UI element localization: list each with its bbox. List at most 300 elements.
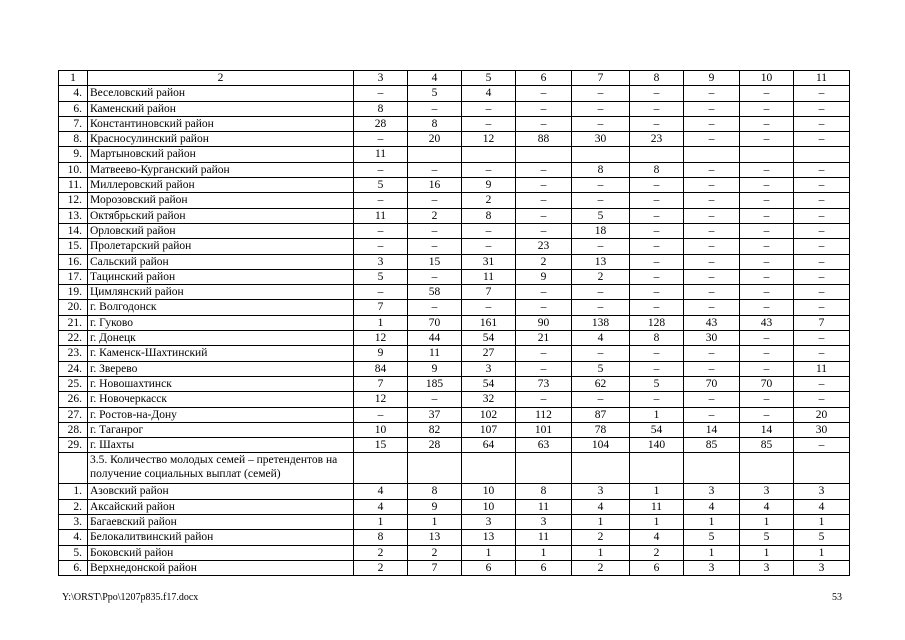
value-cell: – bbox=[408, 239, 462, 254]
value-cell: 8 bbox=[408, 484, 462, 499]
table-row bbox=[59, 560, 850, 575]
value-cell: 28 bbox=[354, 116, 408, 131]
table-row bbox=[59, 545, 850, 560]
value-cell: 8 bbox=[572, 162, 630, 177]
value-cell: 8 bbox=[462, 208, 516, 223]
page-number: 53 bbox=[832, 592, 842, 603]
value-cell: – bbox=[684, 285, 740, 300]
district-name: Матвеево-Курганский район bbox=[88, 162, 354, 177]
district-name: Константиновский район bbox=[88, 116, 354, 131]
value-cell: 8 bbox=[354, 101, 408, 116]
value-cell: – bbox=[630, 178, 684, 193]
value-cell: 23 bbox=[516, 239, 572, 254]
value-cell: – bbox=[572, 392, 630, 407]
district-name: г. Новошахтинск bbox=[88, 376, 354, 391]
value-cell: – bbox=[740, 178, 794, 193]
value-cell: – bbox=[354, 223, 408, 238]
value-cell: – bbox=[516, 208, 572, 223]
value-cell: 5 bbox=[740, 530, 794, 545]
value-cell: 1 bbox=[740, 515, 794, 530]
value-cell: – bbox=[794, 208, 850, 223]
value-cell: – bbox=[462, 300, 516, 315]
value-cell: – bbox=[794, 239, 850, 254]
value-cell: 13 bbox=[408, 530, 462, 545]
value-cell: – bbox=[572, 193, 630, 208]
table-row bbox=[59, 116, 850, 131]
value-cell: 2 bbox=[572, 530, 630, 545]
value-cell: 8 bbox=[354, 530, 408, 545]
data-table bbox=[58, 70, 850, 576]
value-cell: 1 bbox=[354, 315, 408, 330]
value-cell: – bbox=[794, 162, 850, 177]
value-cell: 1 bbox=[794, 545, 850, 560]
district-name: Багаевский район bbox=[88, 515, 354, 530]
row-number: 28. bbox=[59, 422, 88, 437]
value-cell: – bbox=[516, 178, 572, 193]
value-cell: – bbox=[684, 223, 740, 238]
value-cell: 6 bbox=[630, 560, 684, 575]
row-number: 21. bbox=[59, 315, 88, 330]
district-name: Цимлянский район bbox=[88, 285, 354, 300]
value-cell: 54 bbox=[630, 422, 684, 437]
value-cell: 1 bbox=[516, 545, 572, 560]
value-cell: 10 bbox=[462, 484, 516, 499]
value-cell: – bbox=[684, 392, 740, 407]
row-number: 23. bbox=[59, 346, 88, 361]
value-cell: – bbox=[740, 361, 794, 376]
value-cell: 1 bbox=[684, 515, 740, 530]
row-number: 16. bbox=[59, 254, 88, 269]
table-row bbox=[59, 361, 850, 376]
district-name: Красносулинский район bbox=[88, 132, 354, 147]
value-cell: – bbox=[630, 361, 684, 376]
value-cell: – bbox=[630, 285, 684, 300]
value-cell: – bbox=[794, 254, 850, 269]
district-name: г. Каменск-Шахтинский bbox=[88, 346, 354, 361]
value-cell: – bbox=[516, 392, 572, 407]
value-cell: 1 bbox=[572, 545, 630, 560]
value-cell: – bbox=[630, 239, 684, 254]
district-name: Мартыновский район bbox=[88, 147, 354, 162]
value-cell: 5 bbox=[572, 208, 630, 223]
district-name: г. Шахты bbox=[88, 438, 354, 453]
value-cell: – bbox=[794, 116, 850, 131]
value-cell: 54 bbox=[462, 376, 516, 391]
value-cell: 12 bbox=[462, 132, 516, 147]
value-cell: 2 bbox=[408, 545, 462, 560]
value-cell: 3 bbox=[462, 361, 516, 376]
value-cell: 112 bbox=[516, 407, 572, 422]
district-name: г. Таганрог bbox=[88, 422, 354, 437]
value-cell: 15 bbox=[408, 254, 462, 269]
value-cell: 30 bbox=[794, 422, 850, 437]
value-cell: 23 bbox=[630, 132, 684, 147]
value-cell: 78 bbox=[572, 422, 630, 437]
table-row bbox=[59, 193, 850, 208]
value-cell: – bbox=[740, 193, 794, 208]
column-header: 1 bbox=[59, 71, 88, 86]
value-cell: 128 bbox=[630, 315, 684, 330]
value-cell: – bbox=[630, 116, 684, 131]
column-header: 3 bbox=[354, 71, 408, 86]
value-cell: – bbox=[794, 300, 850, 315]
value-cell: 85 bbox=[740, 438, 794, 453]
table-row bbox=[59, 86, 850, 101]
value-cell: 3 bbox=[684, 484, 740, 499]
value-cell: – bbox=[794, 438, 850, 453]
value-cell: – bbox=[684, 162, 740, 177]
row-number: 24. bbox=[59, 361, 88, 376]
value-cell: – bbox=[740, 86, 794, 101]
value-cell bbox=[462, 147, 516, 162]
value-cell: – bbox=[740, 331, 794, 346]
value-cell: – bbox=[740, 208, 794, 223]
column-header: 11 bbox=[794, 71, 850, 86]
value-cell: – bbox=[572, 300, 630, 315]
table-row bbox=[59, 484, 850, 499]
value-cell: – bbox=[684, 132, 740, 147]
value-cell: 140 bbox=[630, 438, 684, 453]
row-number: 17. bbox=[59, 269, 88, 284]
value-cell: – bbox=[684, 178, 740, 193]
value-cell: 5 bbox=[354, 178, 408, 193]
table-row bbox=[59, 254, 850, 269]
row-number: 9. bbox=[59, 147, 88, 162]
value-cell: 8 bbox=[630, 331, 684, 346]
row-number: 4. bbox=[59, 86, 88, 101]
value-cell: 3 bbox=[794, 484, 850, 499]
district-name: Каменский район bbox=[88, 101, 354, 116]
row-number: 13. bbox=[59, 208, 88, 223]
value-cell: – bbox=[354, 86, 408, 101]
value-cell: – bbox=[794, 178, 850, 193]
value-cell: – bbox=[516, 361, 572, 376]
value-cell: – bbox=[572, 178, 630, 193]
value-cell: 185 bbox=[408, 376, 462, 391]
value-cell: – bbox=[684, 193, 740, 208]
value-cell: – bbox=[462, 223, 516, 238]
table-row bbox=[59, 438, 850, 453]
value-cell: 5 bbox=[408, 86, 462, 101]
district-name: Октябрьский район bbox=[88, 208, 354, 223]
value-cell: – bbox=[684, 407, 740, 422]
value-cell: 1 bbox=[794, 515, 850, 530]
district-name: г. Ростов-на-Дону bbox=[88, 407, 354, 422]
value-cell: – bbox=[684, 116, 740, 131]
value-cell: 2 bbox=[354, 545, 408, 560]
value-cell: – bbox=[630, 223, 684, 238]
value-cell bbox=[740, 147, 794, 162]
value-cell: 16 bbox=[408, 178, 462, 193]
value-cell: 2 bbox=[572, 560, 630, 575]
value-cell: 3 bbox=[684, 560, 740, 575]
value-cell bbox=[516, 147, 572, 162]
value-cell: – bbox=[408, 193, 462, 208]
value-cell: – bbox=[794, 269, 850, 284]
value-cell: 7 bbox=[354, 300, 408, 315]
value-cell: 5 bbox=[794, 530, 850, 545]
value-cell: – bbox=[794, 331, 850, 346]
document-path: Y:\ORST\Ppo\1207p835.f17.docx bbox=[62, 592, 199, 603]
value-cell: – bbox=[408, 101, 462, 116]
district-name: Верхнедонской район bbox=[88, 560, 354, 575]
value-cell: – bbox=[684, 300, 740, 315]
value-cell: 2 bbox=[516, 254, 572, 269]
value-cell: 3 bbox=[354, 254, 408, 269]
value-cell: – bbox=[408, 269, 462, 284]
value-cell: – bbox=[630, 300, 684, 315]
value-cell: 44 bbox=[408, 331, 462, 346]
table-row bbox=[59, 208, 850, 223]
row-number: 1. bbox=[59, 484, 88, 499]
district-name: Аксайский район bbox=[88, 499, 354, 514]
table-row bbox=[59, 147, 850, 162]
table-row bbox=[59, 162, 850, 177]
value-cell: – bbox=[408, 162, 462, 177]
value-cell: – bbox=[630, 208, 684, 223]
value-cell: 43 bbox=[740, 315, 794, 330]
value-cell: – bbox=[794, 392, 850, 407]
value-cell bbox=[630, 147, 684, 162]
row-number: 27. bbox=[59, 407, 88, 422]
value-cell: – bbox=[740, 346, 794, 361]
value-cell: 70 bbox=[408, 315, 462, 330]
value-cell: – bbox=[740, 407, 794, 422]
value-cell: 3 bbox=[794, 560, 850, 575]
value-cell: 104 bbox=[572, 438, 630, 453]
value-cell bbox=[794, 147, 850, 162]
value-cell: 15 bbox=[354, 438, 408, 453]
table-row bbox=[59, 407, 850, 422]
value-cell: 7 bbox=[462, 285, 516, 300]
value-cell: – bbox=[684, 254, 740, 269]
value-cell: 12 bbox=[354, 392, 408, 407]
column-header: 2 bbox=[88, 71, 354, 86]
value-cell: – bbox=[684, 101, 740, 116]
value-cell: 58 bbox=[408, 285, 462, 300]
district-name: Сальский район bbox=[88, 254, 354, 269]
value-cell: – bbox=[462, 101, 516, 116]
value-cell: – bbox=[630, 392, 684, 407]
value-cell: – bbox=[408, 300, 462, 315]
row-number: 29. bbox=[59, 438, 88, 453]
value-cell: – bbox=[354, 407, 408, 422]
value-cell: 27 bbox=[462, 346, 516, 361]
value-cell: 6 bbox=[462, 560, 516, 575]
value-cell: 62 bbox=[572, 376, 630, 391]
row-number: 26. bbox=[59, 392, 88, 407]
value-cell bbox=[408, 453, 462, 484]
value-cell: 73 bbox=[516, 376, 572, 391]
value-cell: – bbox=[794, 86, 850, 101]
value-cell: 7 bbox=[354, 376, 408, 391]
value-cell: 1 bbox=[462, 545, 516, 560]
value-cell: – bbox=[516, 162, 572, 177]
section-title: 3.5. Количество молодых семей – претендентов на получение социальных выплат (семей) bbox=[88, 453, 354, 484]
value-cell bbox=[572, 147, 630, 162]
value-cell: 1 bbox=[572, 515, 630, 530]
district-name: г. Новочеркасск bbox=[88, 392, 354, 407]
table-row bbox=[59, 223, 850, 238]
value-cell: 9 bbox=[408, 361, 462, 376]
value-cell: – bbox=[740, 254, 794, 269]
row-number: 15. bbox=[59, 239, 88, 254]
district-name: Азовский район bbox=[88, 484, 354, 499]
row-number: 14. bbox=[59, 223, 88, 238]
value-cell: – bbox=[516, 116, 572, 131]
table-row bbox=[59, 285, 850, 300]
value-cell bbox=[516, 453, 572, 484]
value-cell: 1 bbox=[630, 407, 684, 422]
value-cell: 70 bbox=[740, 376, 794, 391]
value-cell: – bbox=[740, 101, 794, 116]
value-cell: – bbox=[630, 346, 684, 361]
value-cell: 101 bbox=[516, 422, 572, 437]
value-cell: – bbox=[740, 223, 794, 238]
table-row bbox=[59, 315, 850, 330]
value-cell: – bbox=[794, 346, 850, 361]
value-cell: – bbox=[794, 223, 850, 238]
value-cell: – bbox=[354, 239, 408, 254]
value-cell: 8 bbox=[408, 116, 462, 131]
district-name: Веселовский район bbox=[88, 86, 354, 101]
table-row bbox=[59, 346, 850, 361]
value-cell: – bbox=[740, 239, 794, 254]
district-name: Боковский район bbox=[88, 545, 354, 560]
value-cell: 11 bbox=[630, 499, 684, 514]
value-cell: 138 bbox=[572, 315, 630, 330]
value-cell: 31 bbox=[462, 254, 516, 269]
value-cell: – bbox=[740, 132, 794, 147]
value-cell: – bbox=[354, 132, 408, 147]
value-cell: – bbox=[516, 346, 572, 361]
value-cell: – bbox=[684, 361, 740, 376]
value-cell: 5 bbox=[572, 361, 630, 376]
row-number: 3. bbox=[59, 515, 88, 530]
value-cell: 1 bbox=[630, 484, 684, 499]
value-cell: 13 bbox=[462, 530, 516, 545]
table-row bbox=[59, 331, 850, 346]
value-cell: 6 bbox=[516, 560, 572, 575]
value-cell: – bbox=[794, 376, 850, 391]
value-cell: – bbox=[572, 285, 630, 300]
value-cell bbox=[408, 147, 462, 162]
value-cell: 1 bbox=[684, 545, 740, 560]
row-number: 19. bbox=[59, 285, 88, 300]
value-cell: 90 bbox=[516, 315, 572, 330]
value-cell: 14 bbox=[740, 422, 794, 437]
table-row bbox=[59, 392, 850, 407]
value-cell: 7 bbox=[794, 315, 850, 330]
value-cell: – bbox=[462, 116, 516, 131]
value-cell: – bbox=[516, 285, 572, 300]
value-cell: 12 bbox=[354, 331, 408, 346]
value-cell: 1 bbox=[740, 545, 794, 560]
value-cell: 8 bbox=[630, 162, 684, 177]
value-cell: – bbox=[572, 101, 630, 116]
value-cell: 107 bbox=[462, 422, 516, 437]
value-cell: 2 bbox=[572, 269, 630, 284]
value-cell: – bbox=[572, 86, 630, 101]
value-cell: – bbox=[462, 162, 516, 177]
value-cell: 2 bbox=[462, 193, 516, 208]
value-cell: 4 bbox=[630, 530, 684, 545]
value-cell: 43 bbox=[684, 315, 740, 330]
value-cell: 18 bbox=[572, 223, 630, 238]
column-header: 7 bbox=[572, 71, 630, 86]
row-number bbox=[59, 453, 88, 484]
value-cell: – bbox=[408, 223, 462, 238]
table-row bbox=[59, 132, 850, 147]
value-cell: – bbox=[354, 285, 408, 300]
value-cell: 70 bbox=[684, 376, 740, 391]
value-cell: 3 bbox=[516, 515, 572, 530]
value-cell: 5 bbox=[630, 376, 684, 391]
value-cell: 4 bbox=[354, 499, 408, 514]
row-number: 5. bbox=[59, 545, 88, 560]
value-cell bbox=[684, 453, 740, 484]
district-name: Пролетарский район bbox=[88, 239, 354, 254]
value-cell: 102 bbox=[462, 407, 516, 422]
value-cell: 3 bbox=[740, 484, 794, 499]
value-cell: 3 bbox=[462, 515, 516, 530]
value-cell: 4 bbox=[572, 499, 630, 514]
value-cell: 11 bbox=[794, 361, 850, 376]
value-cell: – bbox=[516, 193, 572, 208]
value-cell: – bbox=[740, 162, 794, 177]
value-cell: 88 bbox=[516, 132, 572, 147]
value-cell: – bbox=[630, 269, 684, 284]
value-cell: 54 bbox=[462, 331, 516, 346]
value-cell: 14 bbox=[684, 422, 740, 437]
value-cell: 4 bbox=[462, 86, 516, 101]
value-cell: 161 bbox=[462, 315, 516, 330]
value-cell: 10 bbox=[354, 422, 408, 437]
value-cell: – bbox=[572, 346, 630, 361]
value-cell: 2 bbox=[630, 545, 684, 560]
value-cell: 20 bbox=[408, 132, 462, 147]
value-cell: 4 bbox=[354, 484, 408, 499]
table-row bbox=[59, 422, 850, 437]
value-cell: 4 bbox=[794, 499, 850, 514]
value-cell: – bbox=[740, 116, 794, 131]
value-cell: 28 bbox=[408, 438, 462, 453]
district-name: Тацинский район bbox=[88, 269, 354, 284]
value-cell: 20 bbox=[794, 407, 850, 422]
value-cell: 10 bbox=[462, 499, 516, 514]
value-cell: – bbox=[684, 208, 740, 223]
row-number: 10. bbox=[59, 162, 88, 177]
value-cell: 30 bbox=[684, 331, 740, 346]
value-cell: 2 bbox=[408, 208, 462, 223]
row-number: 4. bbox=[59, 530, 88, 545]
value-cell bbox=[740, 453, 794, 484]
value-cell: – bbox=[630, 86, 684, 101]
value-cell: 84 bbox=[354, 361, 408, 376]
district-name: Орловский район bbox=[88, 223, 354, 238]
table-row bbox=[59, 300, 850, 315]
table-header-row bbox=[59, 71, 850, 86]
district-name: Морозовский район bbox=[88, 193, 354, 208]
row-number: 2. bbox=[59, 499, 88, 514]
value-cell: 85 bbox=[684, 438, 740, 453]
table-row bbox=[59, 530, 850, 545]
value-cell: – bbox=[740, 300, 794, 315]
value-cell: 37 bbox=[408, 407, 462, 422]
value-cell: 1 bbox=[630, 515, 684, 530]
value-cell: – bbox=[794, 101, 850, 116]
row-number: 7. bbox=[59, 116, 88, 131]
